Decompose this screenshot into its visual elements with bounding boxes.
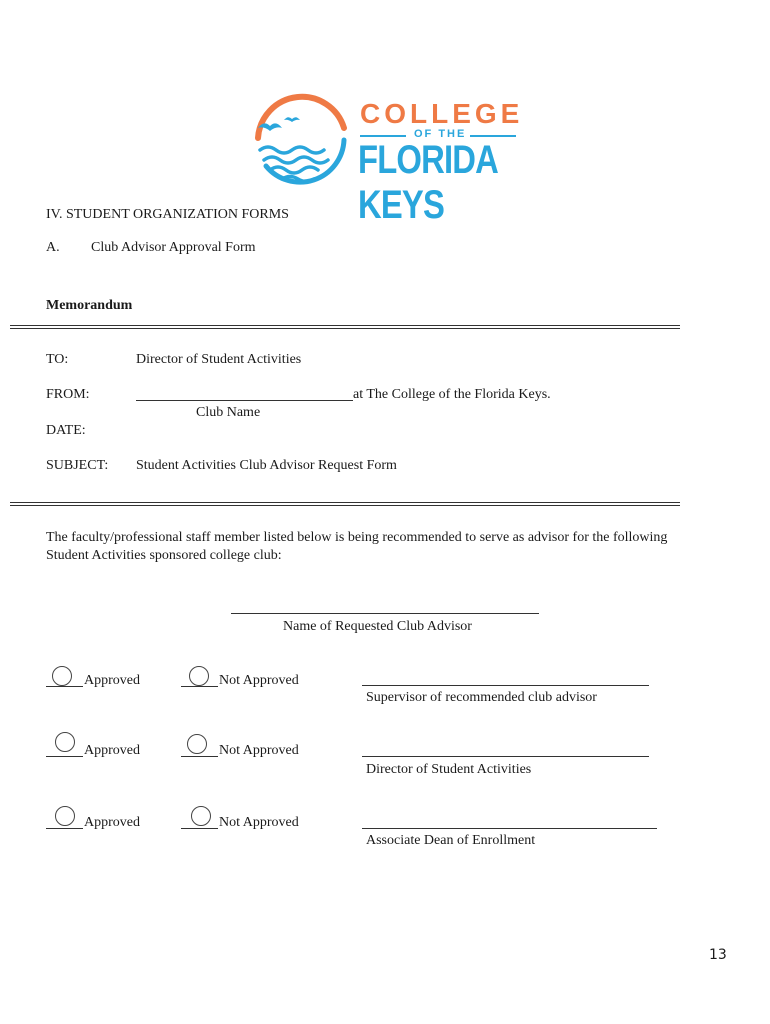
divider-rule <box>10 502 680 503</box>
not-approved-label: Not Approved <box>219 743 299 758</box>
club-name-field[interactable] <box>136 400 353 401</box>
not-approved-blank <box>181 686 218 687</box>
approved-radio[interactable] <box>55 806 75 826</box>
from-label: FROM: <box>46 387 90 402</box>
logo-divider-right <box>470 135 516 137</box>
intro-line-2: Student Activities sponsored college club: <box>46 548 282 563</box>
subject-label: SUBJECT: <box>46 458 109 473</box>
not-approved-blank <box>181 828 218 829</box>
logo-divider-left <box>360 135 406 137</box>
approved-blank <box>46 756 83 757</box>
approved-blank <box>46 686 83 687</box>
approved-radio[interactable] <box>52 666 72 686</box>
section-heading: IV. STUDENT ORGANIZATION FORMS <box>46 207 289 222</box>
memo-title: Memorandum <box>46 298 133 313</box>
subject-value: Student Activities Club Advisor Request Form <box>136 458 397 473</box>
signature-line[interactable] <box>362 828 657 829</box>
subsection-title: Club Advisor Approval Form <box>91 240 256 255</box>
signer-caption: Associate Dean of Enrollment <box>366 833 536 848</box>
sun-waves-emblem-icon <box>248 88 358 188</box>
to-value: Director of Student Activities <box>136 352 302 367</box>
advisor-name-field[interactable] <box>231 613 539 614</box>
divider-rule <box>10 328 680 329</box>
approved-blank <box>46 828 83 829</box>
logo-of-the-text: OF THE <box>414 128 467 140</box>
date-label: DATE: <box>46 423 86 438</box>
divider-rule <box>10 505 680 506</box>
club-name-caption: Club Name <box>196 405 261 420</box>
signer-caption: Supervisor of recommended club advisor <box>366 690 597 705</box>
subsection-letter: A. <box>46 240 60 255</box>
logo-college-text: COLLEGE <box>360 98 524 129</box>
to-label: TO: <box>46 352 69 367</box>
not-approved-label: Not Approved <box>219 673 299 688</box>
not-approved-radio[interactable] <box>187 734 207 754</box>
signature-line[interactable] <box>362 685 649 686</box>
signature-line[interactable] <box>362 756 649 757</box>
not-approved-blank <box>181 756 218 757</box>
logo-florida-keys-text: FLORIDA KEYS <box>358 138 497 227</box>
approved-radio[interactable] <box>55 732 75 752</box>
intro-line-1: The faculty/professional staff member listed below is being recommended to serve as advisor for the following <box>46 530 668 545</box>
approved-label: Approved <box>84 743 140 758</box>
signer-caption: Director of Student Activities <box>366 762 532 777</box>
not-approved-radio[interactable] <box>189 666 209 686</box>
approved-label: Approved <box>84 673 140 688</box>
not-approved-radio[interactable] <box>191 806 211 826</box>
page-number: 13 <box>709 947 727 963</box>
from-suffix: at The College of the Florida Keys. <box>353 387 551 402</box>
not-approved-label: Not Approved <box>219 815 299 830</box>
approved-label: Approved <box>84 815 140 830</box>
college-logo <box>248 88 528 227</box>
divider-rule <box>10 325 680 326</box>
advisor-name-caption: Name of Requested Club Advisor <box>283 619 472 634</box>
